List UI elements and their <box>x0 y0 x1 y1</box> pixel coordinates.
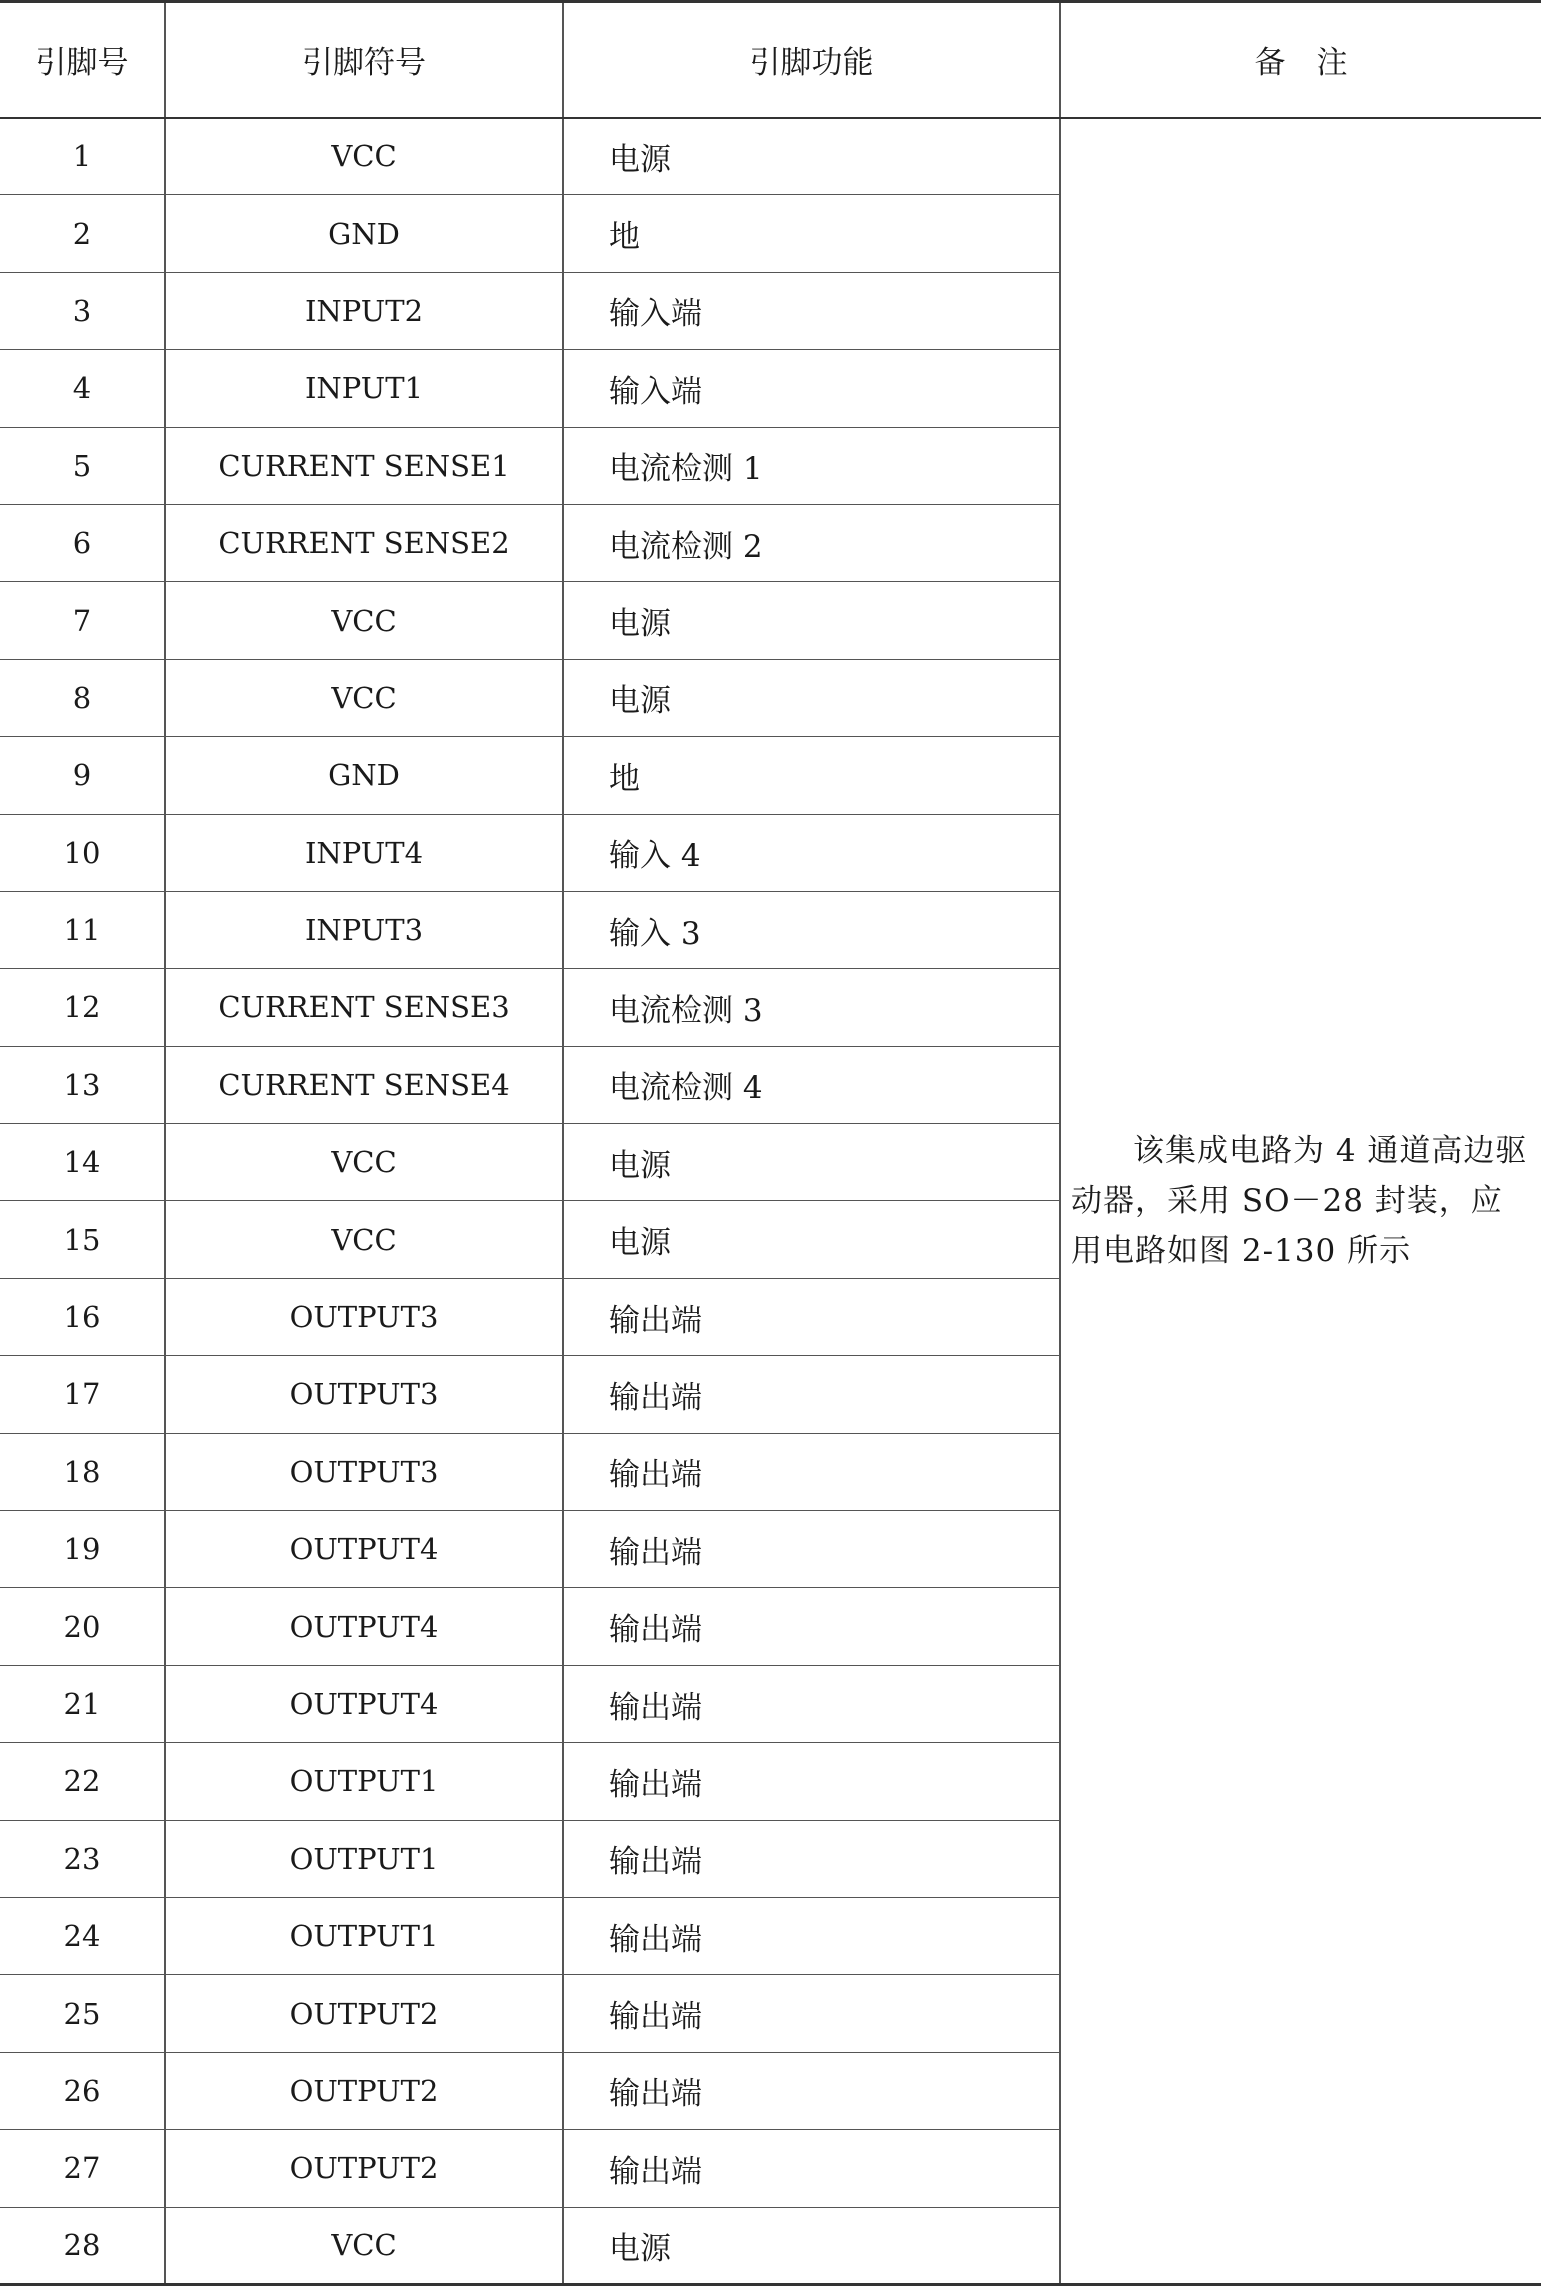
pin-function-cell: 输出端 <box>563 1511 1060 1588</box>
pin-function-cell: 电流检测 3 <box>563 969 1060 1046</box>
pin-number-cell: 28 <box>0 2207 165 2284</box>
pin-function-cell: 电源 <box>563 582 1060 659</box>
pin-function-cell: 输出端 <box>563 2052 1060 2129</box>
pin-symbol-cell: CURRENT SENSE3 <box>165 969 563 1046</box>
pin-function-cell: 输入端 <box>563 272 1060 349</box>
pin-number-cell: 25 <box>0 1975 165 2052</box>
pin-number-cell: 7 <box>0 582 165 659</box>
pin-symbol-cell: INPUT2 <box>165 272 563 349</box>
pin-symbol-cell: CURRENT SENSE1 <box>165 427 563 504</box>
pin-function-cell: 输出端 <box>563 1433 1060 1510</box>
pin-symbol-cell: OUTPUT4 <box>165 1511 563 1588</box>
pin-symbol-cell: OUTPUT2 <box>165 2052 563 2129</box>
pin-symbol-cell: OUTPUT2 <box>165 2130 563 2207</box>
pin-number-cell: 19 <box>0 1511 165 1588</box>
pin-function-cell: 输出端 <box>563 1820 1060 1897</box>
pin-number-cell: 9 <box>0 737 165 814</box>
pin-function-cell: 输出端 <box>563 1743 1060 1820</box>
pin-function-cell: 电源 <box>563 118 1060 195</box>
pin-number-cell: 22 <box>0 1743 165 1820</box>
pin-number-cell: 8 <box>0 659 165 736</box>
pin-symbol-cell: OUTPUT4 <box>165 1665 563 1742</box>
header-pin-symbol: 引脚符号 <box>165 2 563 118</box>
pin-symbol-cell: VCC <box>165 118 563 195</box>
table-header-row <box>0 2 1541 118</box>
pin-symbol-cell: OUTPUT2 <box>165 1975 563 2052</box>
pin-function-cell: 电流检测 2 <box>563 504 1060 581</box>
pin-number-cell: 5 <box>0 427 165 504</box>
pin-symbol-cell: OUTPUT1 <box>165 1820 563 1897</box>
pin-symbol-cell: VCC <box>165 659 563 736</box>
pin-number-cell: 26 <box>0 2052 165 2129</box>
pin-symbol-cell: OUTPUT3 <box>165 1433 563 1510</box>
pin-symbol-cell: CURRENT SENSE2 <box>165 504 563 581</box>
pin-function-cell: 电源 <box>563 1201 1060 1278</box>
pin-function-cell: 地 <box>563 737 1060 814</box>
pin-function-cell: 地 <box>563 195 1060 272</box>
pin-function-cell: 电流检测 4 <box>563 1046 1060 1123</box>
pin-symbol-cell: VCC <box>165 1201 563 1278</box>
pin-function-cell: 输出端 <box>563 1278 1060 1355</box>
pin-function-cell: 输出端 <box>563 1588 1060 1665</box>
pin-number-cell: 18 <box>0 1433 165 1510</box>
table-row <box>0 118 1541 195</box>
pin-symbol-cell: VCC <box>165 582 563 659</box>
pin-function-cell: 输出端 <box>563 1897 1060 1974</box>
pin-number-cell: 6 <box>0 504 165 581</box>
pin-number-cell: 15 <box>0 1201 165 1278</box>
pin-function-cell: 输入端 <box>563 350 1060 427</box>
pin-number-cell: 12 <box>0 969 165 1046</box>
pin-function-cell: 输出端 <box>563 1975 1060 2052</box>
pin-symbol-cell: VCC <box>165 2207 563 2284</box>
pin-symbol-cell: INPUT1 <box>165 350 563 427</box>
pin-symbol-cell: OUTPUT1 <box>165 1897 563 1974</box>
pin-symbol-cell: CURRENT SENSE4 <box>165 1046 563 1123</box>
pin-number-cell: 3 <box>0 272 165 349</box>
header-remarks: 备 注 <box>1060 2 1541 118</box>
pin-number-cell: 16 <box>0 1278 165 1355</box>
pin-symbol-cell: GND <box>165 737 563 814</box>
header-pin-function: 引脚功能 <box>563 2 1060 118</box>
pin-number-cell: 24 <box>0 1897 165 1974</box>
pin-function-cell: 输出端 <box>563 2130 1060 2207</box>
pin-function-cell: 电源 <box>563 659 1060 736</box>
pin-number-cell: 14 <box>0 1124 165 1201</box>
pin-number-cell: 10 <box>0 814 165 891</box>
pin-number-cell: 17 <box>0 1356 165 1433</box>
pin-symbol-cell: INPUT3 <box>165 891 563 968</box>
pin-function-cell: 电源 <box>563 2207 1060 2284</box>
pin-number-cell: 20 <box>0 1588 165 1665</box>
pin-symbol-cell: OUTPUT3 <box>165 1278 563 1355</box>
pin-symbol-cell: VCC <box>165 1124 563 1201</box>
pin-function-cell: 输入 4 <box>563 814 1060 891</box>
pin-symbol-cell: GND <box>165 195 563 272</box>
pin-symbol-cell: INPUT4 <box>165 814 563 891</box>
pin-number-cell: 1 <box>0 118 165 195</box>
pin-symbol-cell: OUTPUT4 <box>165 1588 563 1665</box>
pin-number-cell: 4 <box>0 350 165 427</box>
remarks-cell: 该集成电路为 4 通道高边驱动器，采用 SO－28 封装，应用电路如图 2-130 所示 <box>1060 118 1541 2285</box>
pin-function-cell: 电流检测 1 <box>563 427 1060 504</box>
pin-function-cell: 输入 3 <box>563 891 1060 968</box>
pin-number-cell: 11 <box>0 891 165 968</box>
pin-number-cell: 21 <box>0 1665 165 1742</box>
pin-symbol-cell: OUTPUT3 <box>165 1356 563 1433</box>
pin-symbol-cell: OUTPUT1 <box>165 1743 563 1820</box>
pin-function-cell: 输出端 <box>563 1356 1060 1433</box>
table-body <box>0 118 1541 2285</box>
pin-number-cell: 27 <box>0 2130 165 2207</box>
pin-number-cell: 23 <box>0 1820 165 1897</box>
pin-function-cell: 电源 <box>563 1124 1060 1201</box>
pin-function-cell: 输出端 <box>563 1665 1060 1742</box>
header-pin-number: 引脚号 <box>0 2 165 118</box>
pin-number-cell: 13 <box>0 1046 165 1123</box>
pin-number-cell: 2 <box>0 195 165 272</box>
